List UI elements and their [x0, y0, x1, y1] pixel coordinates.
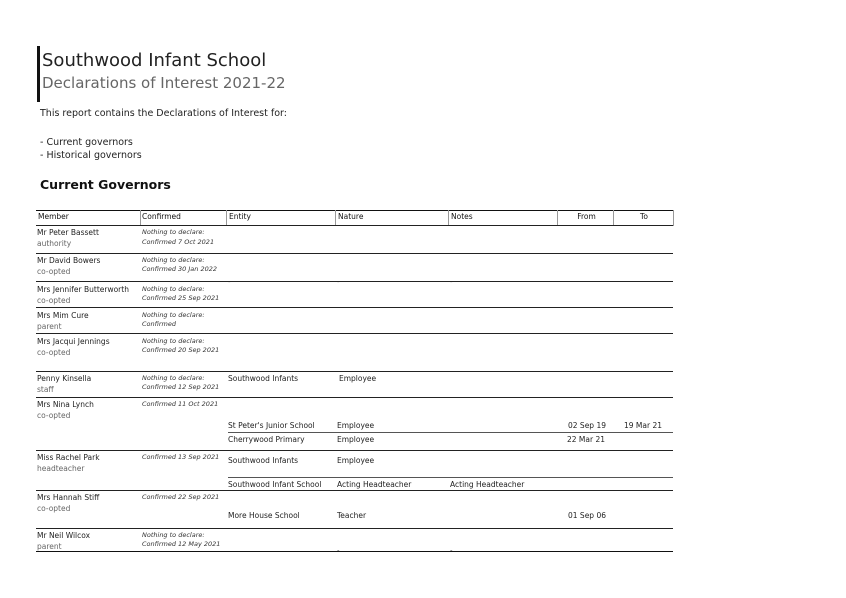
row-divider	[36, 371, 673, 372]
row-divider	[36, 528, 673, 529]
member-name: Penny Kinsella	[37, 374, 92, 383]
row-divider	[36, 281, 673, 282]
member-role: co-opted	[37, 267, 71, 276]
column-header-to: To	[640, 212, 648, 221]
header-bottom-rule	[36, 225, 673, 226]
member-name: Mrs Mim Cure	[37, 311, 89, 320]
page-title: Southwood Infant School	[42, 50, 267, 71]
table-bottom-rule	[36, 551, 673, 552]
column-divider	[613, 210, 614, 226]
declaration-status: Nothing to declare:	[142, 337, 205, 345]
interest-nature: Teacher	[337, 511, 367, 520]
declaration-status: Nothing to declare:	[142, 256, 205, 264]
empty-cell-marker: -	[450, 278, 453, 286]
member-role: headteacher	[37, 464, 85, 473]
interest-from: 02 Sep 19	[568, 421, 606, 430]
declaration-status: Nothing to declare:	[142, 311, 205, 319]
declaration-status: Nothing to declare:	[142, 285, 205, 293]
empty-cell-marker: -	[450, 547, 453, 555]
confirmed-date: Confirmed 7 Oct 2021	[142, 238, 215, 246]
empty-cell-marker: -	[337, 278, 340, 286]
interest-from: 22 Mar 21	[567, 435, 606, 444]
intro-text: This report contains the Declarations of Interest for:	[40, 108, 287, 119]
declaration-status: Nothing to declare:	[142, 228, 205, 236]
column-header-from: From	[577, 212, 596, 221]
section-title: Current Governors	[40, 177, 171, 192]
confirmed-date: Confirmed 20 Sep 2021	[142, 346, 220, 354]
column-divider	[673, 210, 674, 226]
confirmed-date: Confirmed 12 May 2021	[142, 540, 221, 548]
column-divider	[448, 210, 449, 226]
column-divider	[335, 210, 336, 226]
interest-entity: St Peter's Junior School	[228, 421, 315, 430]
member-name: Mrs Nina Lynch	[37, 400, 94, 409]
row-divider	[36, 253, 673, 254]
declaration-status: Nothing to declare:	[142, 374, 205, 382]
row-divider	[36, 333, 673, 334]
interest-to: 19 Mar 21	[624, 421, 663, 430]
confirmed-date: Confirmed 30 Jan 2022	[142, 265, 217, 273]
empty-cell-marker: -	[228, 278, 231, 286]
interest-nature: Employee	[337, 435, 375, 444]
interest-notes: Acting Headteacher	[450, 480, 525, 489]
interest-divider	[228, 477, 673, 478]
column-divider	[226, 210, 227, 226]
confirmed-date: Confirmed 12 Sep 2021	[142, 383, 220, 391]
member-role: co-opted	[37, 296, 71, 305]
column-divider	[557, 210, 558, 226]
member-role: authority	[37, 239, 72, 248]
confirmed-date: Confirmed 22 Sep 2021	[142, 493, 220, 501]
interest-nature: Employee	[337, 421, 375, 430]
member-role: parent	[37, 542, 62, 551]
row-divider	[36, 450, 673, 451]
member-name: Mrs Hannah Stiff	[37, 493, 100, 502]
column-header-entity: Entity	[229, 212, 251, 221]
confirmed-date: Confirmed 11 Oct 2021	[142, 400, 219, 408]
interest-nature: Acting Headteacher	[337, 480, 412, 489]
member-role: co-opted	[37, 504, 71, 513]
interest-entity: Southwood Infants	[228, 456, 299, 465]
page-subtitle: Declarations of Interest 2021-22	[42, 74, 286, 92]
column-divider	[140, 210, 141, 226]
member-role: staff	[37, 385, 54, 394]
member-role: parent	[37, 322, 62, 331]
member-role: co-opted	[37, 348, 71, 357]
empty-cell-marker: -	[337, 547, 340, 555]
column-header-nature: Nature	[338, 212, 364, 221]
member-name: Mr Peter Bassett	[37, 228, 99, 237]
member-name: Mr Neil Wilcox	[37, 531, 91, 540]
interest-entity: More House School	[228, 511, 300, 520]
column-header-member: Member	[38, 212, 69, 221]
interest-from: 01 Sep 06	[568, 511, 606, 520]
scope-item-current: - Current governors	[40, 137, 133, 148]
member-name: Mrs Jennifer Butterworth	[37, 285, 129, 294]
row-divider	[36, 397, 673, 398]
interest-nature: Employee	[339, 374, 377, 383]
interest-nature: Employee	[337, 456, 375, 465]
confirmed-date: Confirmed 25 Sep 2021	[142, 294, 220, 302]
declaration-status: Nothing to declare:	[142, 531, 205, 539]
table-top-rule	[36, 210, 673, 211]
member-role: co-opted	[37, 411, 71, 420]
column-header-confirmed: Confirmed	[142, 212, 181, 221]
confirmed-date: Confirmed 13 Sep 2021	[142, 453, 220, 461]
scope-item-historical: - Historical governors	[40, 150, 142, 161]
row-divider	[36, 307, 673, 308]
column-header-notes: Notes	[451, 212, 473, 221]
member-name: Mrs Jacqui Jennings	[37, 337, 110, 346]
interest-entity: Southwood Infants	[228, 374, 299, 383]
interest-entity: Cherrywood Primary	[228, 435, 305, 444]
confirmed-date: Confirmed	[142, 320, 176, 328]
row-divider	[36, 490, 673, 491]
member-name: Miss Rachel Park	[37, 453, 100, 462]
member-name: Mr David Bowers	[37, 256, 101, 265]
interest-entity: Southwood Infant School	[228, 480, 322, 489]
title-accent-bar	[37, 46, 40, 102]
interest-divider	[228, 432, 673, 433]
